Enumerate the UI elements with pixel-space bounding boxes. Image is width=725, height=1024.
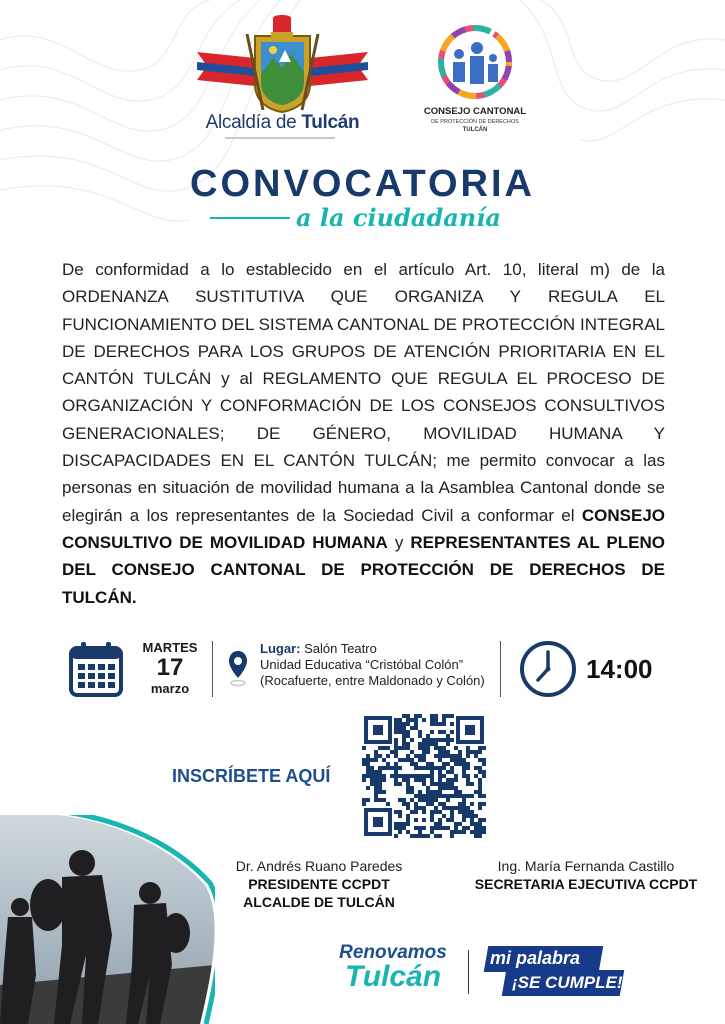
place-name: Salón Teatro xyxy=(300,641,377,656)
convocation-bold-2: REPRESENTANTES AL PLENO DEL CONSEJO CANTONAL DE PROTECCIÓN DE DERECHOS DE TULCÁN. xyxy=(62,532,665,607)
place-address: (Rocafuerte, entre Maldonado y Colón) xyxy=(260,673,485,688)
alcaldia-name: Alcaldía de Tulcán xyxy=(205,112,360,133)
page-title: CONVOCATORIA xyxy=(190,163,535,205)
convocation-intro: De conformidad a lo establecido en el artículo Art. 10, literal m) de la ORDENANZA SUSTITUTIVA QUE ORGANIZA Y REGULA EL FUNCIONAMIENTO DEL SISTEMA CANTONAL DE PROTECCIÓN INTEGRAL DE DERECHOS PARA LOS GRUPOS DE ATENCIÓN PRIORITARIA EN EL CANTÓN TULCÁN y al REGLAMENTO QUE REGULA EL PROCESO DE ORGANIZACIÓN Y CONFORMACIÓN DE LOS CONSEJOS CONSULTIVOS GENERACIONALES; DE GÉNERO, MOVILIDAD HUMANA Y DISCAPACIDADES EN EL CANTÓN TULCÁN; me permito convocar a las personas en situación de movilidad humana a la Asamblea Cantonal donde se elegirán a los representantes de la Sociedad Civil a conformar el xyxy=(62,260,665,525)
convocation-connector: y xyxy=(387,532,411,552)
coat-of-arms-icon xyxy=(195,14,370,114)
event-day-number: 17 xyxy=(156,654,184,681)
brand-tulcan: Tulcán xyxy=(344,960,442,993)
event-day-name: MARTES xyxy=(142,640,198,655)
registration-qr-code[interactable] xyxy=(362,714,486,838)
alcaldia-tulcan-logo xyxy=(195,14,370,139)
brand-se-cumple: ¡SE CUMPLE! xyxy=(512,973,623,992)
place-institution: Unidad Educativa “Cristóbal Colón” xyxy=(260,657,464,672)
signer-role: ALCALDE DE TULCÁN xyxy=(243,894,395,910)
signer-name: Ing. María Fernanda Castillo xyxy=(497,858,675,874)
brand-renovamos: Renovamos xyxy=(339,942,447,963)
convocation-text xyxy=(62,256,665,611)
page-subtitle: a la ciudadanía xyxy=(296,203,501,232)
subtitle-rule xyxy=(210,217,290,219)
info-divider xyxy=(500,641,501,697)
event-date xyxy=(140,640,200,696)
place-label: Lugar: xyxy=(260,641,301,656)
migrants-photo xyxy=(0,815,215,1024)
clock-icon xyxy=(519,640,577,698)
consejo-city: TULCÁN xyxy=(462,127,488,133)
event-location xyxy=(260,641,500,689)
family-circle-icon xyxy=(415,22,535,106)
renovamos-tulcan-logo xyxy=(330,940,456,1000)
calendar-icon xyxy=(68,640,124,698)
logo-underline xyxy=(225,137,335,139)
signer-role: PRESIDENTE CCPDT xyxy=(248,876,390,892)
signer-name: Dr. Andrés Ruano Paredes xyxy=(235,858,403,874)
event-time: 14:00 xyxy=(586,654,653,684)
brand-mi-palabra: mi palabra xyxy=(490,948,581,968)
consejo-cantonal-logo xyxy=(415,22,535,142)
consejo-subtitle: DE PROTECCIÓN DE DERECHOS xyxy=(431,119,519,125)
consejo-title: CONSEJO CANTONAL xyxy=(423,106,527,117)
event-month: marzo xyxy=(150,681,190,696)
signature-president xyxy=(210,857,428,911)
signature-secretary xyxy=(460,857,712,893)
signer-role: SECRETARIA EJECUTIVA CCPDT xyxy=(474,876,698,892)
info-divider xyxy=(212,641,213,697)
convocation-bold-1: CONSEJO CONSULTIVO DE MOVILIDAD HUMANA xyxy=(62,505,665,552)
location-pin-icon xyxy=(228,650,248,688)
footer-divider xyxy=(468,950,469,994)
register-label: INSCRÍBETE AQUÍ xyxy=(172,766,331,786)
